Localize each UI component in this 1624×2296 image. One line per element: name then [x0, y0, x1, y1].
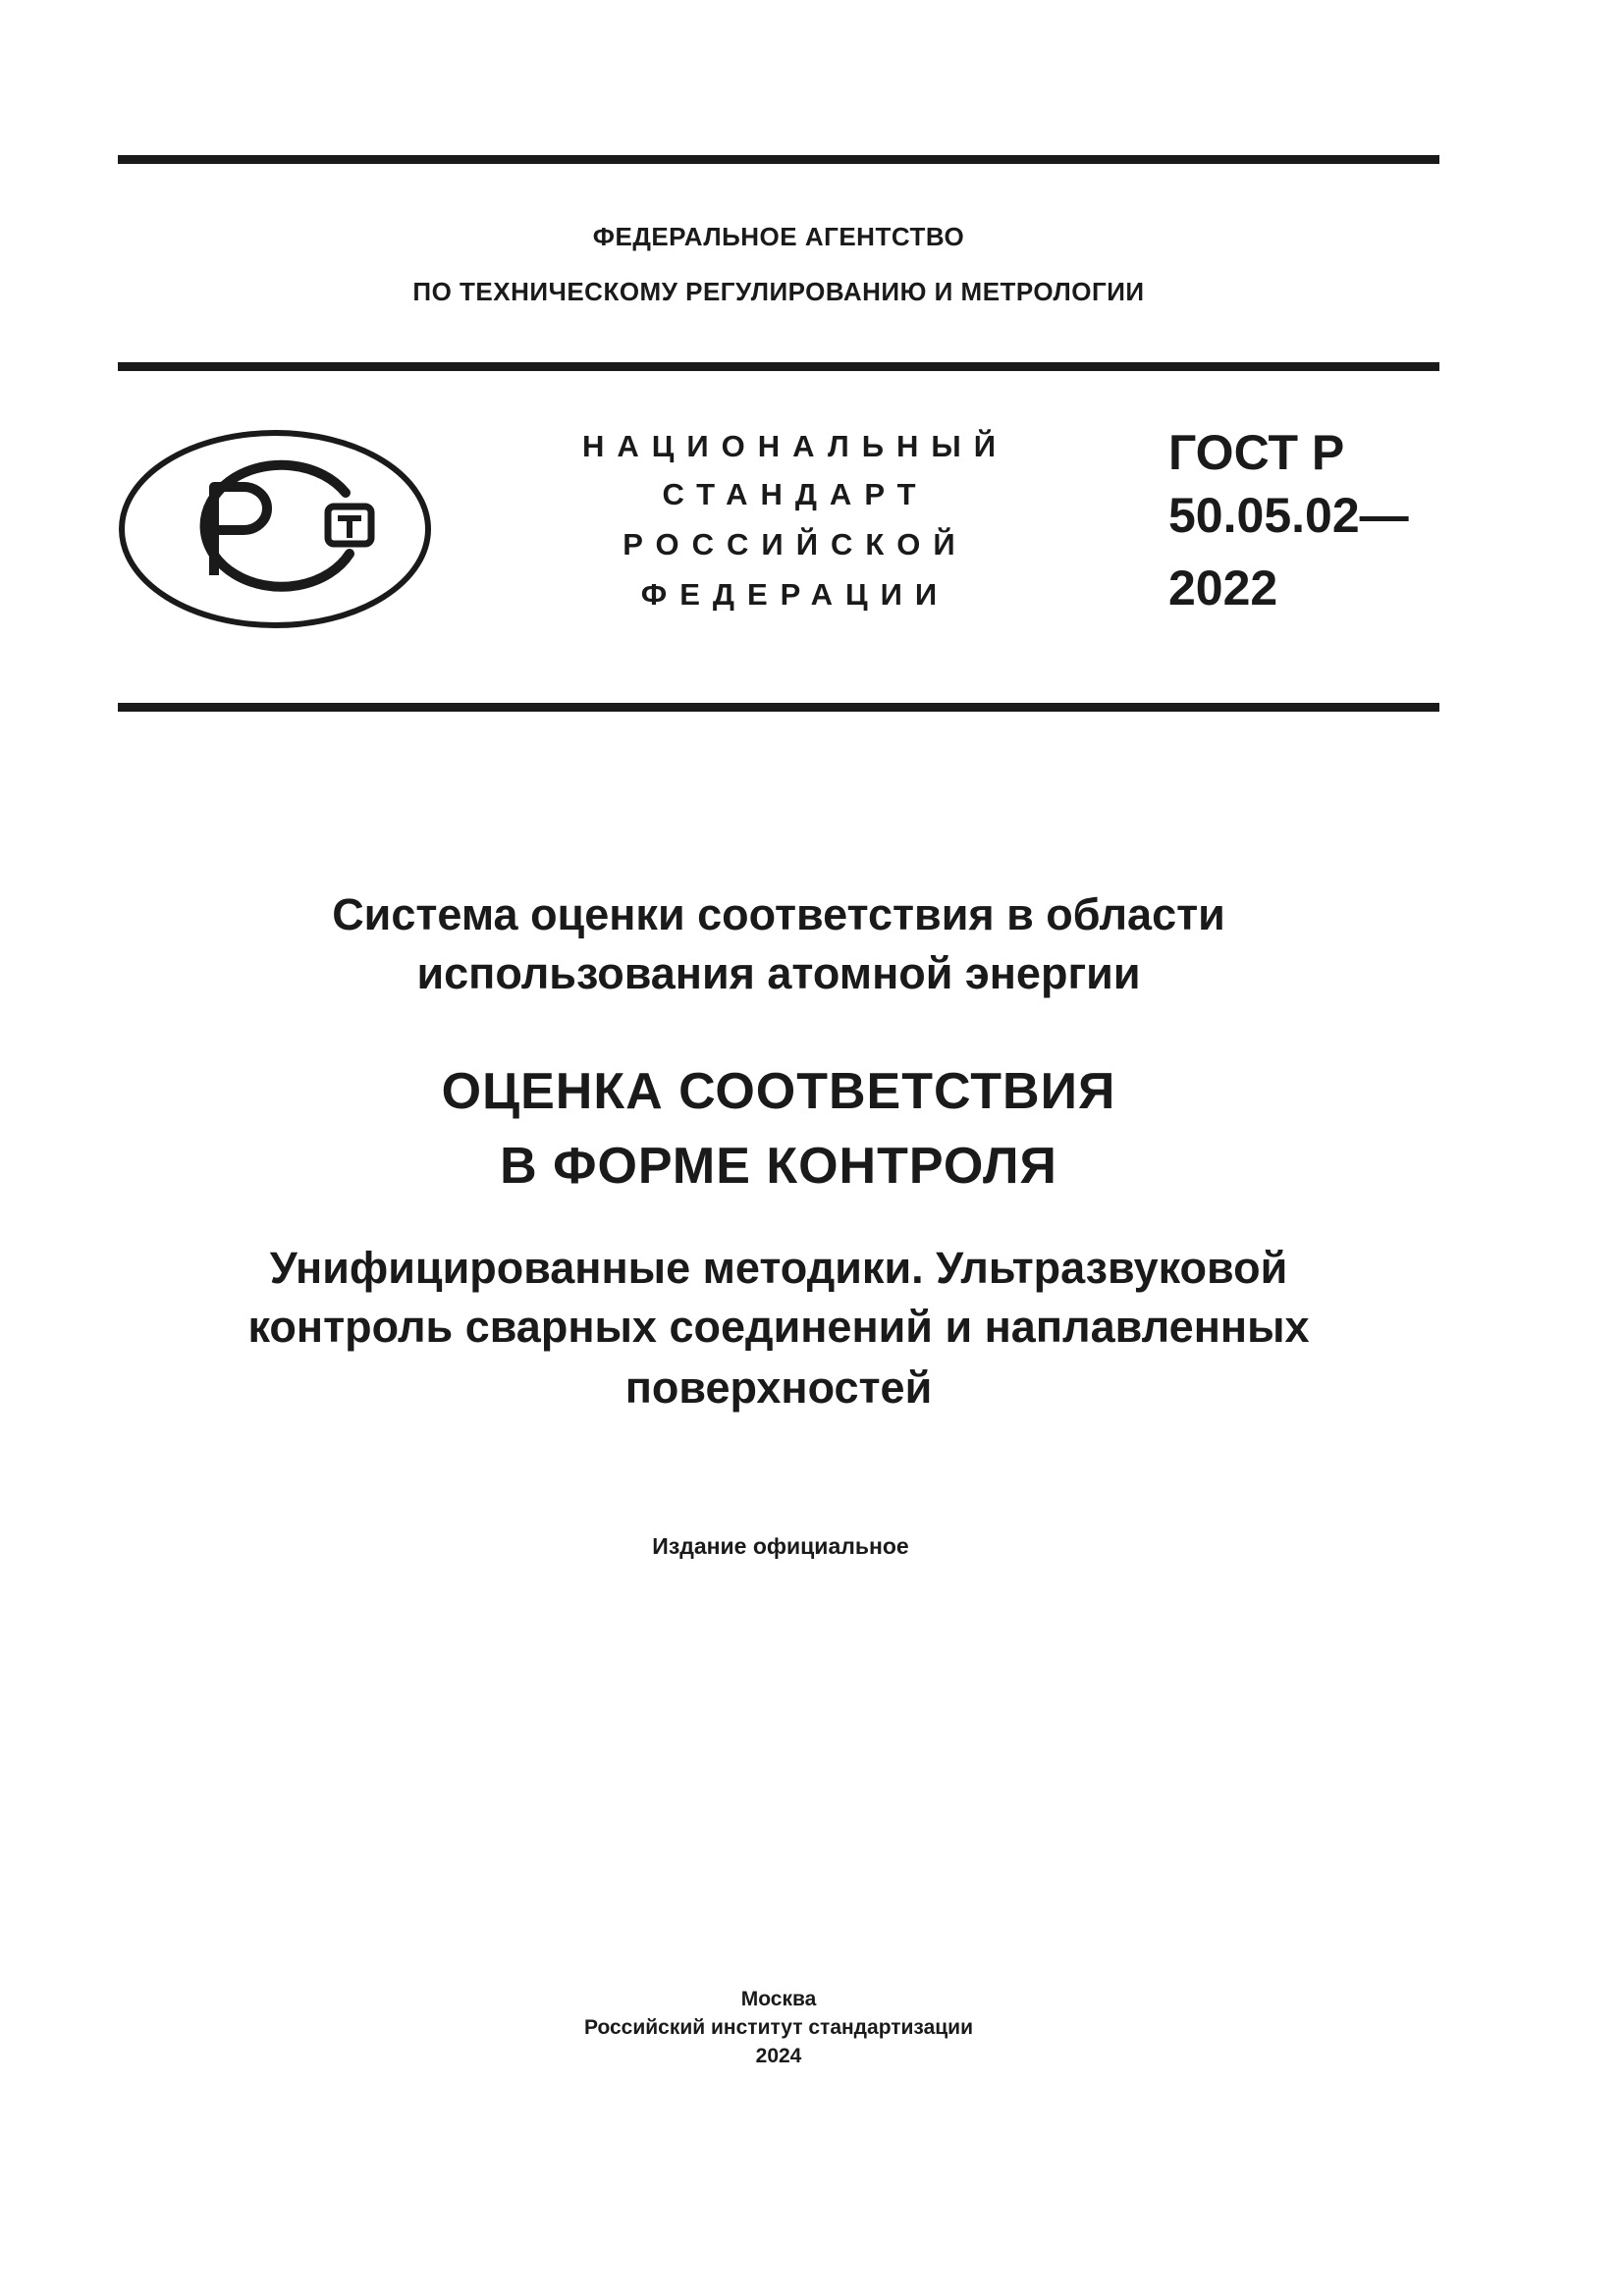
standard-designation-line1: ГОСТ Р — [1168, 425, 1345, 480]
edition-note: Издание официальное — [652, 1533, 909, 1559]
series-title-line2: использования атомной энергии — [416, 948, 1141, 998]
imprint-year: 2024 — [755, 2045, 802, 2067]
agency-name-line2: ПО ТЕХНИЧЕСКОМУ РЕГУЛИРОВАНИЮ И МЕТРОЛОГИИ — [412, 277, 1145, 306]
subtitle-line3: поверхностей — [624, 1362, 933, 1413]
imprint-city: Москва — [740, 1988, 817, 2010]
agency-name-line1: ФЕДЕРАЛЬНОЕ АГЕНТСТВО — [592, 222, 965, 251]
standard-type-line1: НАЦИОНАЛЬНЫЙ — [581, 429, 1009, 463]
rst-certification-mark-icon — [118, 428, 432, 630]
standard-designation-line2: 50.05.02— — [1168, 488, 1409, 543]
subtitle-line2: контроль сварных соединений и наплавленных — [247, 1302, 1310, 1352]
header-rule — [118, 362, 1439, 371]
standard-type-line2: СТАНДАРТ — [662, 477, 929, 511]
imprint-publisher: Российский институт стандартизации — [583, 2016, 974, 2039]
main-title-line2: В ФОРМЕ КОНТРОЛЯ — [500, 1138, 1057, 1195]
standard-designation-line3: 2022 — [1168, 561, 1278, 615]
main-title-line1: ОЦЕНКА СООТВЕТСТВИЯ — [441, 1063, 1116, 1120]
section-rule — [118, 703, 1439, 712]
series-title-line1: Система оценки соответствия в области — [332, 889, 1225, 939]
subtitle-line1: Унифицированные методики. Ультразвуковой — [269, 1243, 1288, 1293]
standard-type-line4: ФЕДЕРАЦИИ — [640, 577, 950, 612]
top-rule — [118, 155, 1439, 164]
standard-type-line3: РОССИЙСКОЙ — [623, 527, 968, 561]
